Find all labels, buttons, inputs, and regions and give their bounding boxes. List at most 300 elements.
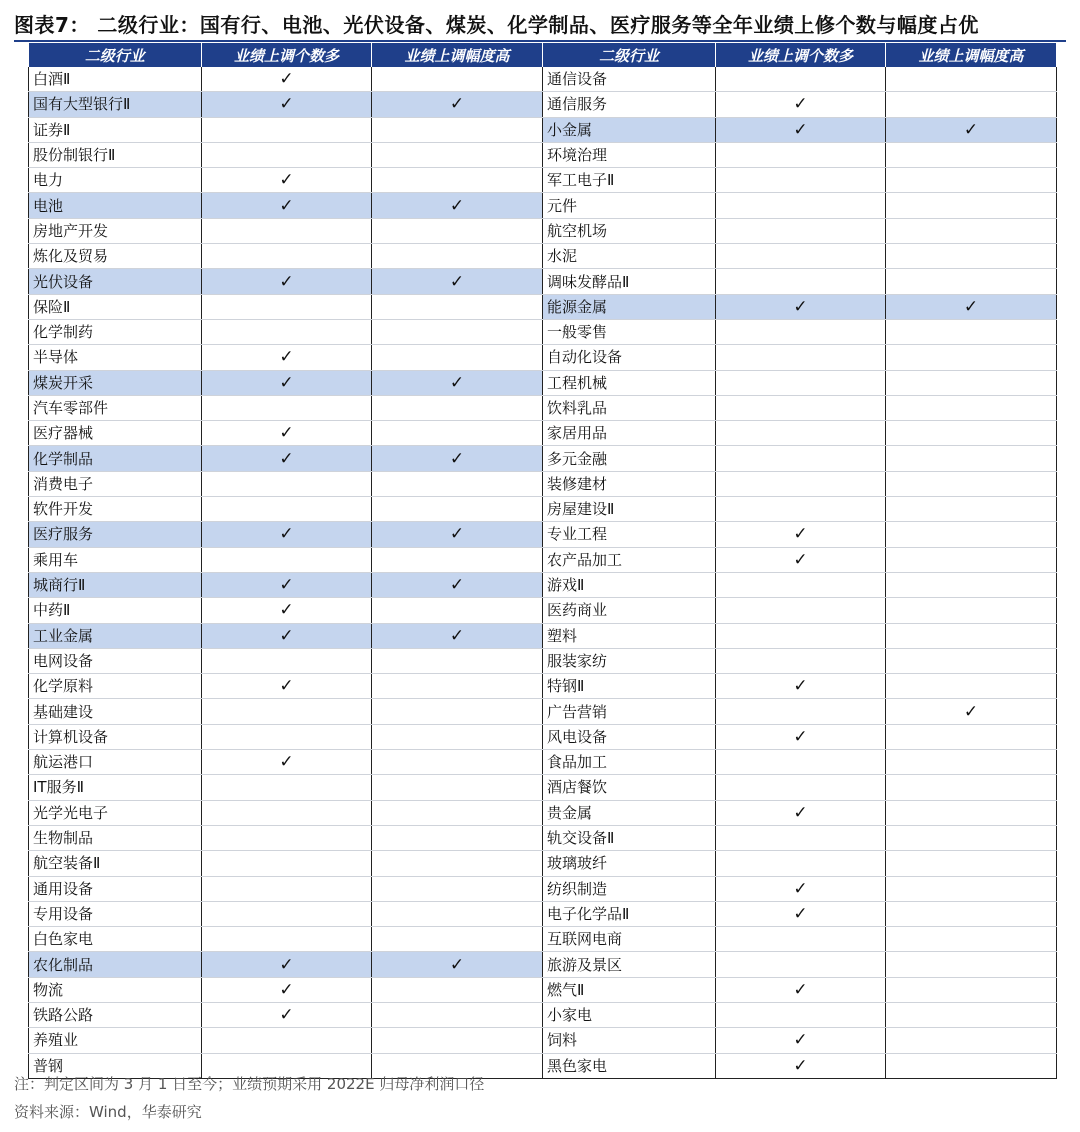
- magnitude-check-cell: [372, 446, 543, 471]
- check-icon: ✓: [279, 69, 294, 90]
- check-icon: ✓: [793, 903, 808, 924]
- count-check-cell: [202, 623, 372, 648]
- industry-name-cell: 国有大型银行Ⅱ: [29, 92, 202, 117]
- industry-name-cell: 纺织制造: [543, 876, 716, 901]
- check-icon: ✓: [279, 524, 294, 545]
- check-icon: ✓: [793, 94, 808, 115]
- industry-name-cell: 广告营销: [543, 699, 716, 724]
- count-check-cell: [716, 421, 886, 446]
- count-check-cell: [202, 421, 372, 446]
- check-icon: ✓: [793, 878, 808, 899]
- industry-name-cell: 证券Ⅱ: [29, 117, 202, 142]
- magnitude-check-cell: [886, 901, 1057, 926]
- industry-name-cell: 专业工程: [543, 522, 716, 547]
- count-check-cell: [202, 446, 372, 471]
- industry-name-cell: 养殖业: [29, 1028, 202, 1053]
- magnitude-check-cell: [372, 952, 543, 977]
- check-icon: ✓: [279, 752, 294, 773]
- magnitude-check-cell: [372, 1002, 543, 1027]
- table-row: [29, 522, 1057, 547]
- magnitude-check-cell: [372, 724, 543, 749]
- table-row: [29, 1002, 1057, 1027]
- table-row: [29, 370, 1057, 395]
- magnitude-check-cell: [372, 370, 543, 395]
- industry-name-cell: 基础建设: [29, 699, 202, 724]
- count-check-cell: [716, 142, 886, 167]
- table-row: [29, 345, 1057, 370]
- count-check-cell: [716, 522, 886, 547]
- magnitude-check-cell: [372, 623, 543, 648]
- industry-name-cell: 燃气Ⅱ: [543, 977, 716, 1002]
- industry-name-cell: 装修建材: [543, 471, 716, 496]
- count-check-cell: [202, 497, 372, 522]
- magnitude-check-cell: [372, 775, 543, 800]
- magnitude-check-cell: [372, 750, 543, 775]
- magnitude-check-cell: [886, 952, 1057, 977]
- count-check-cell: [716, 800, 886, 825]
- count-check-cell: [202, 674, 372, 699]
- magnitude-check-cell: [886, 117, 1057, 142]
- industry-name-cell: 专用设备: [29, 901, 202, 926]
- table-row: [29, 648, 1057, 673]
- industry-name-cell: 一般零售: [543, 319, 716, 344]
- count-check-cell: [716, 1028, 886, 1053]
- check-icon: ✓: [963, 119, 979, 140]
- magnitude-check-cell: [372, 218, 543, 243]
- check-icon: ✓: [279, 372, 294, 393]
- industry-name-cell: 游戏Ⅱ: [543, 572, 716, 597]
- count-check-cell: [202, 92, 372, 117]
- table-row: [29, 1028, 1057, 1053]
- check-icon: ✓: [793, 802, 808, 823]
- magnitude-check-cell: [886, 92, 1057, 117]
- magnitude-check-cell: [886, 471, 1057, 496]
- check-icon: ✓: [793, 676, 808, 697]
- table-row: [29, 927, 1057, 952]
- count-check-cell: [716, 952, 886, 977]
- industry-name-cell: 风电设备: [543, 724, 716, 749]
- count-check-cell: [202, 345, 372, 370]
- check-icon: ✓: [793, 726, 808, 747]
- check-icon: ✓: [279, 170, 294, 191]
- count-check-cell: [716, 876, 886, 901]
- magnitude-check-cell: [372, 269, 543, 294]
- industry-name-cell: 工业金属: [29, 623, 202, 648]
- magnitude-check-cell: [886, 623, 1057, 648]
- count-check-cell: [202, 851, 372, 876]
- industry-name-cell: 旅游及景区: [543, 952, 716, 977]
- industry-name-cell: 贵金属: [543, 800, 716, 825]
- industry-name-cell: 航运港口: [29, 750, 202, 775]
- industry-name-cell: 汽车零部件: [29, 395, 202, 420]
- figure-title: 图表7： 二级行业：国有行、电池、光伏设备、煤炭、化学制品、医疗服务等全年业绩上修个数与幅度占优: [14, 13, 979, 37]
- count-check-cell: [202, 1002, 372, 1027]
- check-icon: ✓: [279, 676, 294, 697]
- table-row: [29, 319, 1057, 344]
- magnitude-check-cell: [886, 218, 1057, 243]
- count-check-cell: [202, 724, 372, 749]
- check-icon: ✓: [793, 296, 808, 317]
- industry-name-cell: 特钢Ⅱ: [543, 674, 716, 699]
- magnitude-check-cell: [886, 775, 1057, 800]
- industry-name-cell: 光学光电子: [29, 800, 202, 825]
- magnitude-check-cell: [886, 193, 1057, 218]
- industry-name-cell: 医疗服务: [29, 522, 202, 547]
- table-row: [29, 825, 1057, 850]
- table-body: [29, 67, 1057, 1078]
- industry-name-cell: 服装家纺: [543, 648, 716, 673]
- count-check-cell: [716, 446, 886, 471]
- table-row: [29, 142, 1057, 167]
- header-count-left: 业绩上调个数多: [202, 43, 372, 67]
- industry-name-cell: 股份制银行Ⅱ: [29, 142, 202, 167]
- count-check-cell: [716, 244, 886, 269]
- magnitude-check-cell: [886, 1002, 1057, 1027]
- table-row: [29, 294, 1057, 319]
- industry-name-cell: 电子化学品Ⅱ: [543, 901, 716, 926]
- count-check-cell: [716, 92, 886, 117]
- table-row: [29, 193, 1057, 218]
- industry-name-cell: 白酒Ⅱ: [29, 67, 202, 92]
- magnitude-check-cell: [886, 370, 1057, 395]
- magnitude-check-cell: [886, 345, 1057, 370]
- industry-name-cell: 自动化设备: [543, 345, 716, 370]
- magnitude-check-cell: [886, 244, 1057, 269]
- table-row: [29, 598, 1057, 623]
- count-check-cell: [202, 168, 372, 193]
- check-icon: ✓: [279, 1005, 294, 1026]
- count-check-cell: [202, 117, 372, 142]
- check-icon: ✓: [793, 1030, 808, 1051]
- table-row: [29, 851, 1057, 876]
- industry-name-cell: 物流: [29, 977, 202, 1002]
- count-check-cell: [202, 370, 372, 395]
- check-icon: ✓: [449, 448, 465, 469]
- count-check-cell: [716, 218, 886, 243]
- industry-name-cell: 软件开发: [29, 497, 202, 522]
- count-check-cell: [202, 648, 372, 673]
- industry-name-cell: 电网设备: [29, 648, 202, 673]
- industry-name-cell: 乘用车: [29, 547, 202, 572]
- magnitude-check-cell: [886, 825, 1057, 850]
- industry-name-cell: 能源金属: [543, 294, 716, 319]
- magnitude-check-cell: [372, 927, 543, 952]
- check-icon: ✓: [793, 979, 808, 1000]
- magnitude-check-cell: [372, 497, 543, 522]
- magnitude-check-cell: [372, 674, 543, 699]
- check-icon: ✓: [279, 271, 294, 292]
- count-check-cell: [716, 750, 886, 775]
- table-row: [29, 699, 1057, 724]
- check-icon: ✓: [449, 372, 465, 393]
- magnitude-check-cell: [372, 547, 543, 572]
- count-check-cell: [716, 168, 886, 193]
- industry-name-cell: 小家电: [543, 1002, 716, 1027]
- check-icon: ✓: [793, 1055, 808, 1076]
- title-rule: [14, 40, 1066, 42]
- industry-name-cell: 环境治理: [543, 142, 716, 167]
- industry-name-cell: 医疗器械: [29, 421, 202, 446]
- magnitude-check-cell: [372, 851, 543, 876]
- magnitude-check-cell: [886, 294, 1057, 319]
- check-icon: ✓: [279, 954, 294, 975]
- check-icon: ✓: [279, 94, 294, 115]
- industry-name-cell: 元件: [543, 193, 716, 218]
- industry-name-cell: 铁路公路: [29, 1002, 202, 1027]
- industry-name-cell: 塑料: [543, 623, 716, 648]
- industry-name-cell: 生物制品: [29, 825, 202, 850]
- magnitude-check-cell: [886, 648, 1057, 673]
- check-icon: ✓: [279, 625, 294, 646]
- count-check-cell: [202, 775, 372, 800]
- industry-name-cell: 黑色家电: [543, 1053, 716, 1078]
- magnitude-check-cell: [886, 977, 1057, 1002]
- magnitude-check-cell: [372, 471, 543, 496]
- count-check-cell: [716, 319, 886, 344]
- table-row: [29, 901, 1057, 926]
- table-row: [29, 800, 1057, 825]
- magnitude-check-cell: [372, 92, 543, 117]
- check-icon: ✓: [963, 701, 979, 722]
- count-check-cell: [716, 825, 886, 850]
- magnitude-check-cell: [886, 572, 1057, 597]
- industry-name-cell: 电力: [29, 168, 202, 193]
- magnitude-check-cell: [372, 117, 543, 142]
- count-check-cell: [202, 269, 372, 294]
- industry-name-cell: 酒店餐饮: [543, 775, 716, 800]
- check-icon: ✓: [963, 296, 979, 317]
- industry-name-cell: 保险Ⅱ: [29, 294, 202, 319]
- check-icon: ✓: [279, 423, 294, 444]
- check-icon: ✓: [279, 195, 294, 216]
- count-check-cell: [202, 294, 372, 319]
- check-icon: ✓: [449, 625, 465, 646]
- footnote: 注：判定区间为 3 月 1 日至今；业绩预期采用 2022E 归母净利润口径: [14, 1075, 485, 1093]
- industry-name-cell: 调味发酵品Ⅱ: [543, 269, 716, 294]
- industry-name-cell: 煤炭开采: [29, 370, 202, 395]
- industry-name-cell: 通用设备: [29, 876, 202, 901]
- industry-name-cell: 计算机设备: [29, 724, 202, 749]
- magnitude-check-cell: [372, 1028, 543, 1053]
- header-industry-right: 二级行业: [543, 43, 716, 67]
- magnitude-check-cell: [372, 598, 543, 623]
- count-check-cell: [716, 724, 886, 749]
- magnitude-check-cell: [886, 421, 1057, 446]
- magnitude-check-cell: [372, 395, 543, 420]
- check-icon: ✓: [449, 94, 465, 115]
- count-check-cell: [202, 67, 372, 92]
- magnitude-check-cell: [372, 977, 543, 1002]
- table-row: [29, 750, 1057, 775]
- industry-name-cell: 小金属: [543, 117, 716, 142]
- check-icon: ✓: [449, 271, 465, 292]
- count-check-cell: [202, 800, 372, 825]
- count-check-cell: [716, 193, 886, 218]
- table-row: [29, 497, 1057, 522]
- count-check-cell: [202, 522, 372, 547]
- industry-name-cell: 化学制药: [29, 319, 202, 344]
- count-check-cell: [716, 345, 886, 370]
- count-check-cell: [202, 471, 372, 496]
- count-check-cell: [716, 572, 886, 597]
- count-check-cell: [202, 901, 372, 926]
- magnitude-check-cell: [372, 294, 543, 319]
- header-count-right: 业绩上调个数多: [716, 43, 886, 67]
- industry-name-cell: 多元金融: [543, 446, 716, 471]
- industry-name-cell: 饮料乳品: [543, 395, 716, 420]
- count-check-cell: [202, 952, 372, 977]
- count-check-cell: [716, 598, 886, 623]
- count-check-cell: [716, 117, 886, 142]
- magnitude-check-cell: [886, 446, 1057, 471]
- count-check-cell: [202, 547, 372, 572]
- industry-name-cell: 医药商业: [543, 598, 716, 623]
- magnitude-check-cell: [372, 67, 543, 92]
- count-check-cell: [202, 598, 372, 623]
- count-check-cell: [202, 572, 372, 597]
- table-row: [29, 218, 1057, 243]
- table-row: [29, 952, 1057, 977]
- check-icon: ✓: [449, 195, 465, 216]
- table-row: [29, 269, 1057, 294]
- magnitude-check-cell: [372, 345, 543, 370]
- industry-name-cell: 饲料: [543, 1028, 716, 1053]
- magnitude-check-cell: [886, 1053, 1057, 1078]
- count-check-cell: [202, 395, 372, 420]
- count-check-cell: [202, 977, 372, 1002]
- magnitude-check-cell: [372, 168, 543, 193]
- magnitude-check-cell: [886, 674, 1057, 699]
- count-check-cell: [202, 142, 372, 167]
- industry-name-cell: 轨交设备Ⅱ: [543, 825, 716, 850]
- check-icon: ✓: [793, 524, 808, 545]
- industry-name-cell: 电池: [29, 193, 202, 218]
- count-check-cell: [202, 876, 372, 901]
- header-industry-left: 二级行业: [29, 43, 202, 67]
- magnitude-check-cell: [886, 497, 1057, 522]
- table-row: [29, 775, 1057, 800]
- count-check-cell: [716, 294, 886, 319]
- industry-name-cell: 军工电子Ⅱ: [543, 168, 716, 193]
- magnitude-check-cell: [886, 1028, 1057, 1053]
- magnitude-check-cell: [886, 699, 1057, 724]
- table-row: [29, 471, 1057, 496]
- magnitude-check-cell: [886, 598, 1057, 623]
- industry-name-cell: 城商行Ⅱ: [29, 572, 202, 597]
- industry-name-cell: 房地产开发: [29, 218, 202, 243]
- check-icon: ✓: [279, 600, 294, 621]
- magnitude-check-cell: [372, 800, 543, 825]
- count-check-cell: [716, 471, 886, 496]
- count-check-cell: [202, 1028, 372, 1053]
- industry-name-cell: 中药Ⅱ: [29, 598, 202, 623]
- magnitude-check-cell: [886, 67, 1057, 92]
- industry-name-cell: 玻璃玻纤: [543, 851, 716, 876]
- table-row: [29, 117, 1057, 142]
- count-check-cell: [202, 193, 372, 218]
- magnitude-check-cell: [886, 724, 1057, 749]
- magnitude-check-cell: [886, 522, 1057, 547]
- magnitude-check-cell: [372, 193, 543, 218]
- check-icon: ✓: [449, 954, 465, 975]
- magnitude-check-cell: [372, 699, 543, 724]
- count-check-cell: [202, 244, 372, 269]
- magnitude-check-cell: [886, 750, 1057, 775]
- count-check-cell: [716, 674, 886, 699]
- table-row: [29, 724, 1057, 749]
- industry-name-cell: 炼化及贸易: [29, 244, 202, 269]
- count-check-cell: [716, 623, 886, 648]
- check-icon: ✓: [279, 575, 294, 596]
- count-check-cell: [202, 699, 372, 724]
- count-check-cell: [716, 775, 886, 800]
- count-check-cell: [716, 1002, 886, 1027]
- count-check-cell: [716, 370, 886, 395]
- check-icon: ✓: [279, 979, 294, 1000]
- table-row: [29, 572, 1057, 597]
- count-check-cell: [716, 851, 886, 876]
- check-icon: ✓: [279, 347, 294, 368]
- count-check-cell: [716, 977, 886, 1002]
- header-magnitude-left: 业绩上调幅度高: [372, 43, 543, 67]
- check-icon: ✓: [793, 119, 808, 140]
- industry-name-cell: 水泥: [543, 244, 716, 269]
- count-check-cell: [716, 497, 886, 522]
- magnitude-check-cell: [886, 168, 1057, 193]
- magnitude-check-cell: [886, 319, 1057, 344]
- count-check-cell: [716, 901, 886, 926]
- magnitude-check-cell: [372, 319, 543, 344]
- magnitude-check-cell: [886, 876, 1057, 901]
- table-row: [29, 876, 1057, 901]
- magnitude-check-cell: [372, 648, 543, 673]
- table-row: [29, 623, 1057, 648]
- header-row: [29, 43, 1057, 67]
- magnitude-check-cell: [372, 522, 543, 547]
- industry-name-cell: 白色家电: [29, 927, 202, 952]
- industry-name-cell: 半导体: [29, 345, 202, 370]
- industry-name-cell: 农产品加工: [543, 547, 716, 572]
- magnitude-check-cell: [372, 421, 543, 446]
- table-row: [29, 674, 1057, 699]
- magnitude-check-cell: [886, 547, 1057, 572]
- industry-name-cell: 工程机械: [543, 370, 716, 395]
- industry-name-cell: 家居用品: [543, 421, 716, 446]
- header-magnitude-right: 业绩上调幅度高: [886, 43, 1057, 67]
- industry-name-cell: 农化制品: [29, 952, 202, 977]
- count-check-cell: [202, 825, 372, 850]
- table-row: [29, 168, 1057, 193]
- magnitude-check-cell: [372, 876, 543, 901]
- source-note: 资料来源：Wind，华泰研究: [14, 1103, 202, 1121]
- magnitude-check-cell: [886, 269, 1057, 294]
- industry-table: [28, 43, 1057, 1079]
- count-check-cell: [202, 750, 372, 775]
- industry-name-cell: 普钢: [29, 1053, 202, 1078]
- industry-name-cell: 通信设备: [543, 67, 716, 92]
- check-icon: ✓: [449, 524, 465, 545]
- industry-name-cell: 房屋建设Ⅱ: [543, 497, 716, 522]
- industry-name-cell: IT服务Ⅱ: [29, 775, 202, 800]
- count-check-cell: [716, 699, 886, 724]
- count-check-cell: [202, 319, 372, 344]
- count-check-cell: [202, 927, 372, 952]
- count-check-cell: [716, 67, 886, 92]
- industry-name-cell: 互联网电商: [543, 927, 716, 952]
- industry-name-cell: 通信服务: [543, 92, 716, 117]
- magnitude-check-cell: [886, 927, 1057, 952]
- count-check-cell: [716, 269, 886, 294]
